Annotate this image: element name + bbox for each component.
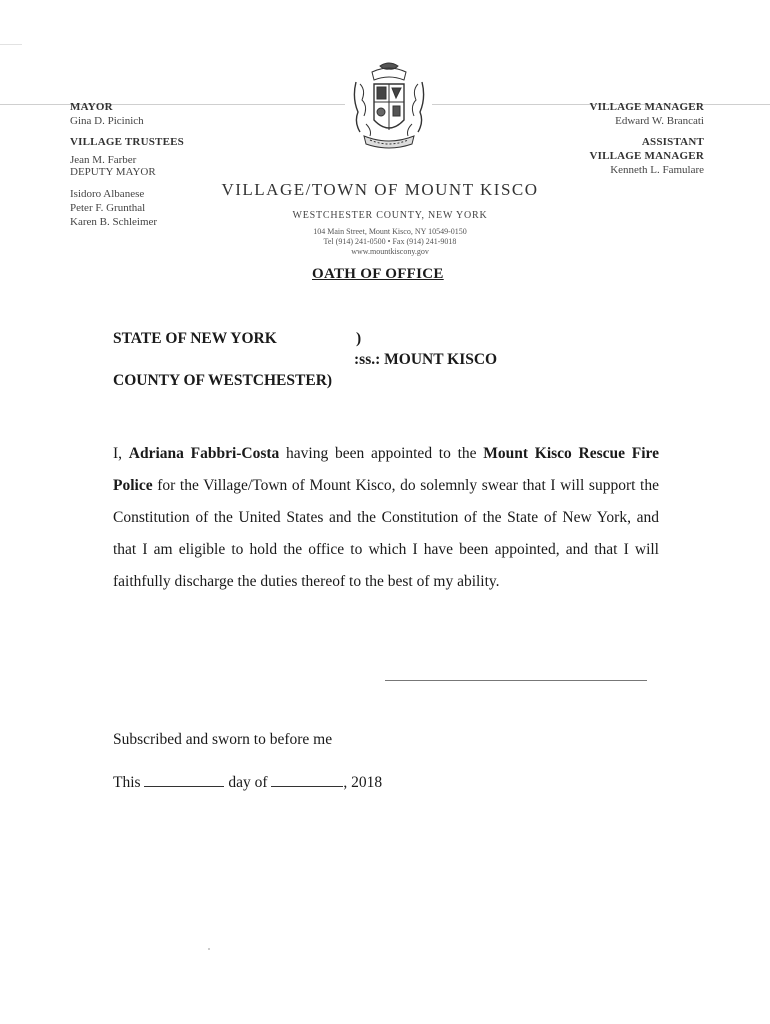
assistant-manager-label: VILLAGE MANAGER [589,150,704,162]
subscribed-text: Subscribed and sworn to before me [113,731,333,748]
caption-state: STATE OF NEW YORK [113,330,277,347]
scan-mark [0,44,22,45]
appointed-position: Mount Kisco Rescue Fire Police [113,445,659,494]
village-manager-name: Edward W. Brancati [615,115,704,127]
village-title: VILLAGE/TOWN OF MOUNT KISCO [221,180,539,199]
caption-ss: :ss.: MOUNT KISCO [354,351,498,368]
this-label: This [113,774,141,791]
trustee-albanese: Isidoro Albanese [70,188,145,200]
mayor-name: Gina D. Picinich [70,115,144,127]
mayor-label: MAYOR [70,101,113,113]
county-line: WESTCHESTER COUNTY, NEW YORK [292,210,488,221]
village-seal-icon [350,60,428,156]
year-label: , 2018 [343,774,383,791]
trustee-schleimer: Karen B. Schleimer [70,216,158,228]
caption-county: COUNTY OF WESTCHESTER) [113,372,333,389]
signature-line [385,680,647,681]
assistant-manager-name: Kenneth L. Famulare [610,164,704,176]
scan-speck [208,948,210,950]
oath-body-lead: I, [113,445,129,462]
date-line [113,772,382,792]
day-of-label: day of [228,774,268,791]
appointee-name: Adriana Fabbri-Costa [128,445,280,462]
day-blank [144,772,224,787]
oath-body-mid: having been appointed to the [279,445,484,462]
letterhead-right [504,101,704,176]
oath-body [113,438,659,598]
address-line: 104 Main Street, Mount Kisco, NY 10549-0150 [313,227,467,236]
deputy-mayor-label: DEPUTY MAYOR [70,166,156,178]
assistant-label: ASSISTANT [641,136,704,148]
phone-fax-line: Tel (914) 241-0500 • Fax (914) 241-9018 [323,237,457,246]
trustee-farber: Jean M. Farber [70,154,137,166]
letterhead-left [70,101,250,228]
document-title: OATH OF OFFICE [312,266,444,282]
trustee-grunthal: Peter F. Grunthal [70,202,146,214]
village-manager-label: VILLAGE MANAGER [589,101,704,113]
website-link[interactable]: www.mountkiscony.gov [351,247,429,256]
month-blank [271,772,343,787]
oath-body-rest: for the Village/Town of Mount Kisco, do solemnly swear that I will support the Constitution of the United States and the Constitution of the State of New York, and that I am eligible to hold the office to which I have been appointed, and that I will faithfully discharge the duties thereof to the best of my ability. [113,477,659,590]
trustees-label: VILLAGE TRUSTEES [70,136,184,148]
caption-paren: ) [356,330,362,347]
